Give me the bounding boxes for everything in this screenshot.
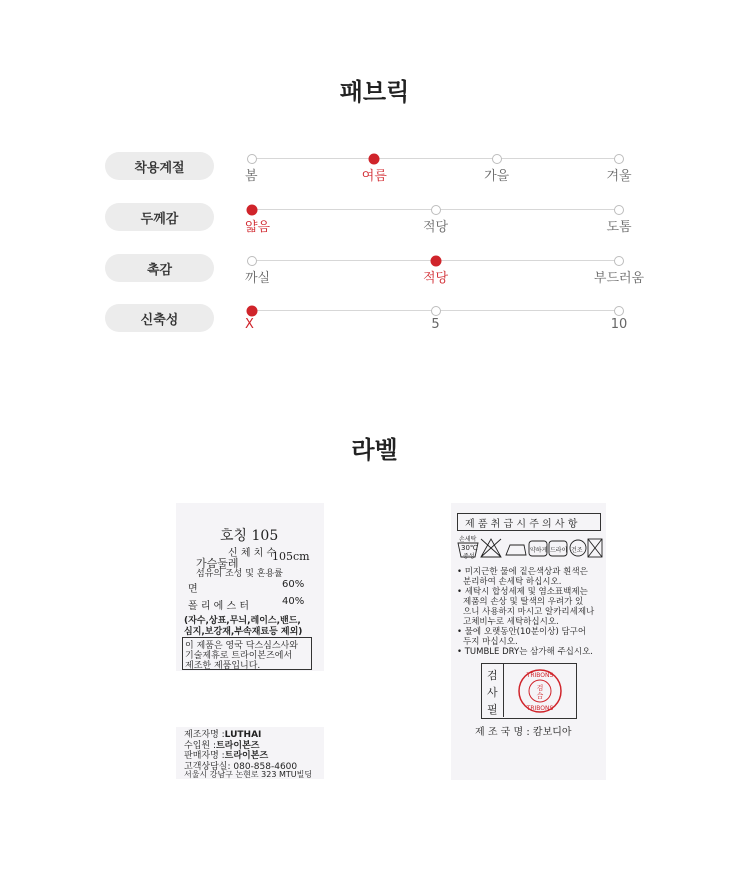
fiber-line: 섬유의 조성 및 혼용률 [196,569,283,579]
iron-icon [506,545,526,555]
cotton-pct: 60% [282,579,305,590]
fabric-option-dot-selected [247,204,258,215]
notice-1: 이 제품은 영국 닥스심스사와 [185,641,298,651]
fabric-row-label: 두께감 [105,203,214,231]
fabric-option-dot-selected [247,305,258,316]
fabric-option-dot [614,306,624,316]
care-line-7: • 물에 오랫동안(10분이상) 담구어 [457,627,587,637]
care-line-8: 두지 마십시오. [463,637,518,647]
maker-tag-photo [176,727,324,779]
inspection-1: 검 [487,669,498,682]
stamp-mid2: 合 [536,692,544,700]
chest-label: 가슴둘레 [196,557,239,570]
care-line-2: 분리하여 손세탁 하십시오. [463,577,562,587]
fabric-option-label: X [245,317,254,332]
fabric-option-label: 적당 [422,220,449,235]
cotton-label: 면 [188,584,198,595]
stamp-mid: 검 [536,684,544,692]
fabric-option-label: 까실 [245,271,271,286]
seller-value: 트라이본즈 [224,751,269,761]
fabric-row-track [252,158,619,159]
fabric-row-label: 촉감 [105,254,214,282]
care-line-5: 으니 사용하지 마시고 알카리세제나 [463,607,595,617]
notice-2: 기술제휴로 트라이본즈에서 [185,651,293,661]
care-line-9: • TUMBLE DRY는 삼가해 주십시오. [457,647,593,657]
care-line-4: 제품의 손상 및 탈색의 우려가 있 [463,597,584,607]
care-tag-photo [451,503,606,780]
fabric-option-label: 여름 [361,169,387,184]
fabric-option-label: 얇음 [245,220,271,235]
exclusion-2: 심지,보강재,부속재료등 제외) [184,627,303,637]
fabric-option-label: 10 [610,317,628,332]
fabric-option-dot-selected [369,153,380,164]
label-title: 라벨 [351,436,398,464]
poly-label: 폴 리 에 스 터 [188,601,250,612]
address-line: 서울시 강남구 논현로 323 MTU빌딩 [184,770,313,779]
stamp-top: TRIBONS [526,672,554,679]
fabric-option-label: 겨울 [606,169,632,184]
fabric-row-label: 착용계절 [105,152,214,180]
maker-label: 제조자명 : [184,730,225,740]
care-line-3: • 세탁시 합성세제 및 염소표백제는 [457,587,588,597]
inspection-2: 사 [487,686,498,699]
seller-label: 판매자명 : [184,751,225,761]
temp-value: 30℃ [461,544,478,552]
fabric-option-dot [614,256,624,266]
fabric-option-dot [431,205,441,215]
fabric-option-dot [492,154,502,164]
size-tag-photo [176,503,324,671]
fabric-option-dot [247,256,257,266]
fabric-option-dot [614,205,624,215]
fabric-option-label: 봄 [245,169,258,184]
temp-sub: 중성 [463,553,475,560]
origin-line: 제 조 국 명 : 캄보디아 [475,727,572,738]
size-line: 호칭 105 [220,528,279,544]
fabric-option-dot [431,306,441,316]
fabric-title: 패브릭 [339,78,410,106]
importer-label: 수입원 : [184,741,216,751]
fabric-option-label: 도톰 [606,220,632,235]
temp-top: 손세탁 [459,536,477,543]
inspection-divider [503,663,504,717]
care-line-6: 고체비누로 세탁하십시오. [463,617,559,627]
fabric-row-label: 신축성 [105,304,214,332]
cs-line: 고객상담실: 080-858-4600 [184,762,298,772]
importer-value: 트라이본즈 [215,741,260,751]
fabric-option-label: 부드러움 [593,271,645,286]
inspection-3: 필 [487,703,498,716]
icon-a-label: 약하게 [530,547,548,554]
notice-3: 제조한 제품입니다. [185,661,261,671]
no-bleach-icon [481,539,501,557]
icon-c-label: 건조 [571,547,583,554]
poly-pct: 40% [282,596,305,607]
stamp-bottom: TRIBONS [526,705,554,712]
care-header: 제 품 취 급 시 주 의 사 항 [465,519,578,530]
maker-value: LUTHAI [224,730,262,740]
fabric-option-dot [247,154,257,164]
fabric-option-label: 가을 [484,169,510,184]
care-line-1: • 미지근한 물에 짙은색상과 흰색은 [457,567,588,577]
fabric-option-dot-selected [430,255,441,266]
exclusion-1: (자수,상표,무늬,레이스,밴드, [184,616,301,626]
inspection-stamp [515,666,565,716]
fabric-option-label: 5 [431,317,440,332]
fabric-option-dot [614,154,624,164]
fabric-option-label: 적당 [422,271,449,286]
chest-value: 105cm [272,550,310,563]
icon-b-label: 드라이 [550,547,568,554]
body-size: 신 체 치 수 [228,548,277,559]
